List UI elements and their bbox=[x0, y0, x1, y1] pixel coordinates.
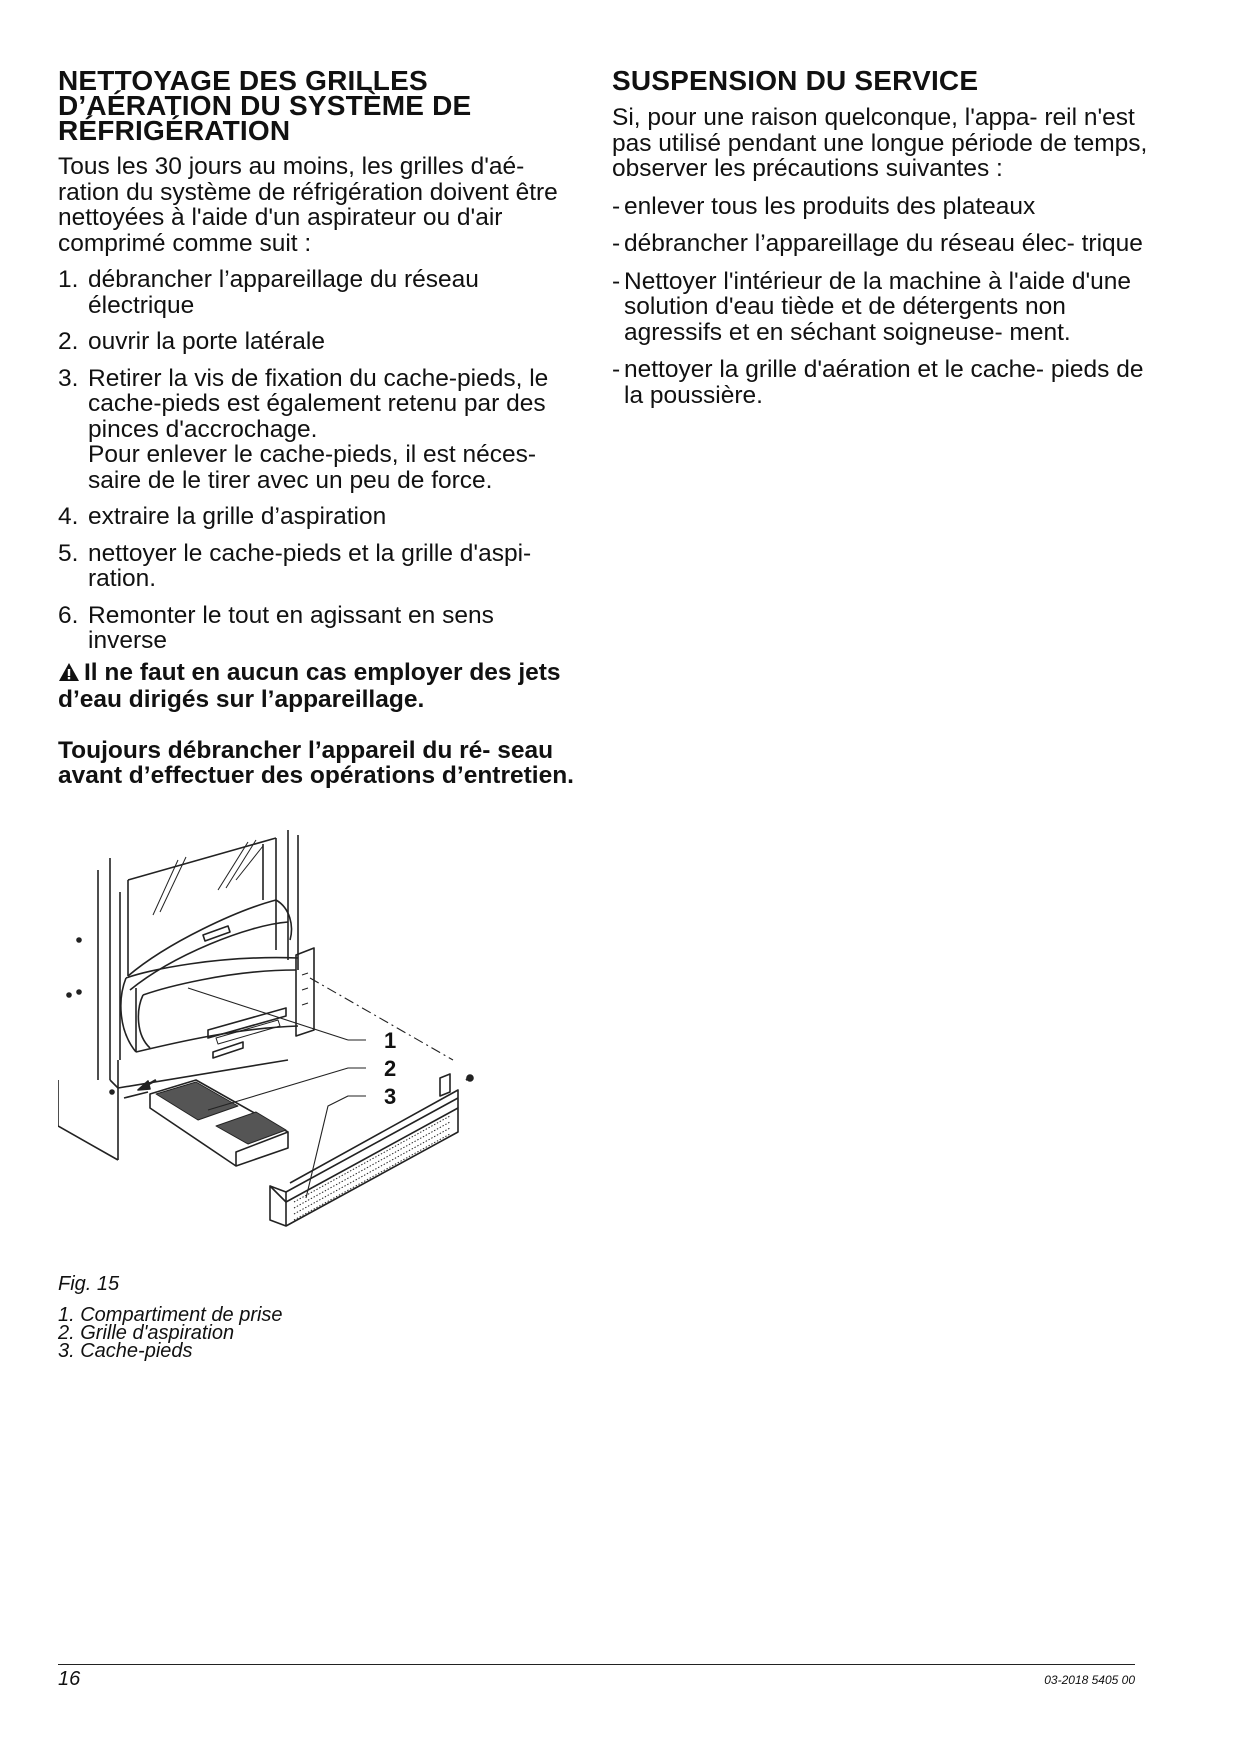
callout-3: 3 bbox=[384, 1084, 397, 1109]
right-column bbox=[612, 65, 1152, 420]
legend-item: 1. Compartiment de prise bbox=[58, 1304, 283, 1326]
list-item: - enlever tous les produits des plateaux bbox=[612, 192, 1036, 220]
step-item: 4. extraire la grille d’aspiration bbox=[58, 503, 387, 530]
suspension-list bbox=[612, 194, 1152, 409]
left-column bbox=[58, 65, 578, 800]
step-item: 2. ouvrir la porte latérale bbox=[58, 328, 325, 355]
footer-divider bbox=[58, 1664, 1135, 1665]
section-title-cleaning: NETTOYAGE DES GRILLES D’AÉRATION DU SYSTÈME DE RÉFRIGÉRATION bbox=[58, 65, 472, 146]
legend-item: 2. Grille d'aspiration bbox=[58, 1322, 235, 1344]
legend-item: 3. Cache-pieds bbox=[58, 1340, 193, 1362]
appliance-illustration bbox=[58, 830, 568, 1270]
section-title-suspension: SUSPENSION DU SERVICE bbox=[612, 65, 979, 96]
list-item: - Nettoyer l'intérieur de la machine à l'aide d'une solution d'eau tiède et de détergents non agressifs et en séchant soigneuse- ment. bbox=[612, 267, 1132, 346]
document-code: 03-2018 5405 00 bbox=[1044, 1673, 1135, 1687]
callout-2: 2 bbox=[384, 1056, 397, 1081]
step-item: 5. nettoyer le cache-pieds et la grille d'aspi- ration. bbox=[58, 539, 532, 592]
notice-text: Toujours débrancher l’appareil du ré- seau avant d’effectuer des opérations d’entretien. bbox=[58, 736, 574, 789]
figure-caption: Fig. 15 bbox=[58, 1273, 120, 1295]
step-item: 6. Remonter le tout en agissant en sens inverse bbox=[58, 601, 494, 654]
figure-legend bbox=[58, 1306, 283, 1360]
cleaning-steps bbox=[58, 267, 578, 654]
warning-text: Il ne faut en aucun cas employer des jets d’eau dirigés sur l’appareillage. bbox=[58, 658, 561, 713]
list-item: - nettoyer la grille d'aération et le cache- pieds de la poussière. bbox=[612, 356, 1144, 409]
suspension-intro: Si, pour une raison quelconque, l'appa- reil n'est pas utilisé pendant une longue période de temps, observer les précautions suivantes : bbox=[612, 104, 1148, 182]
warning-triangle-icon bbox=[58, 662, 80, 688]
list-item: - débrancher l’appareillage du réseau élec- trique bbox=[612, 230, 1143, 257]
page-number: 16 bbox=[58, 1668, 81, 1690]
step-item: 3. Retirer la vis de fixation du cache-pieds, le cache-pieds est également retenu par des pinces d'accrochage. Pour enlever le cache-pieds, il est néces- saire de le tirer avec un peu de force. bbox=[58, 364, 549, 494]
cleaning-intro: Tous les 30 jours au moins, les grilles d'aé- ration du système de réfrigération doivent être nettoyées à l'aide d'un aspirateur ou d'air comprimé comme suit : bbox=[58, 153, 558, 257]
step-item: 1. débrancher l’appareillage du réseau électrique bbox=[58, 266, 479, 319]
callout-1: 1 bbox=[384, 1028, 397, 1053]
